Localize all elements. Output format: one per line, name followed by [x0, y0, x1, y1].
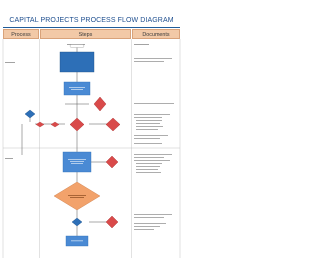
decision-blue-left	[25, 110, 35, 118]
decision-red-right	[106, 118, 120, 131]
doc-header-mark	[134, 44, 149, 45]
page-title: CAPITAL PROJECTS PROCESS FLOW DIAGRAM	[3, 15, 180, 28]
connectors	[22, 47, 113, 236]
decision-red-lower	[106, 156, 118, 168]
process-box-review	[64, 82, 90, 95]
column-header-steps: Steps	[40, 29, 131, 39]
decision-red-bottom	[106, 216, 118, 228]
start-terminator	[70, 45, 84, 48]
column-header-documents: Documents	[132, 29, 180, 39]
decision-blue-bottom	[72, 218, 82, 226]
column-header-process: Process	[3, 29, 39, 39]
decision-red-middle	[70, 118, 84, 131]
process-box-approval	[63, 152, 91, 172]
decision-red-small-2	[51, 122, 59, 127]
decision-red-small-1	[36, 122, 44, 127]
process-label-mark-2	[5, 158, 13, 159]
decision-red-upper	[94, 97, 106, 111]
decision-orange-large	[54, 182, 100, 210]
process-label-mark-1	[5, 62, 15, 63]
process-box-large	[60, 52, 94, 72]
